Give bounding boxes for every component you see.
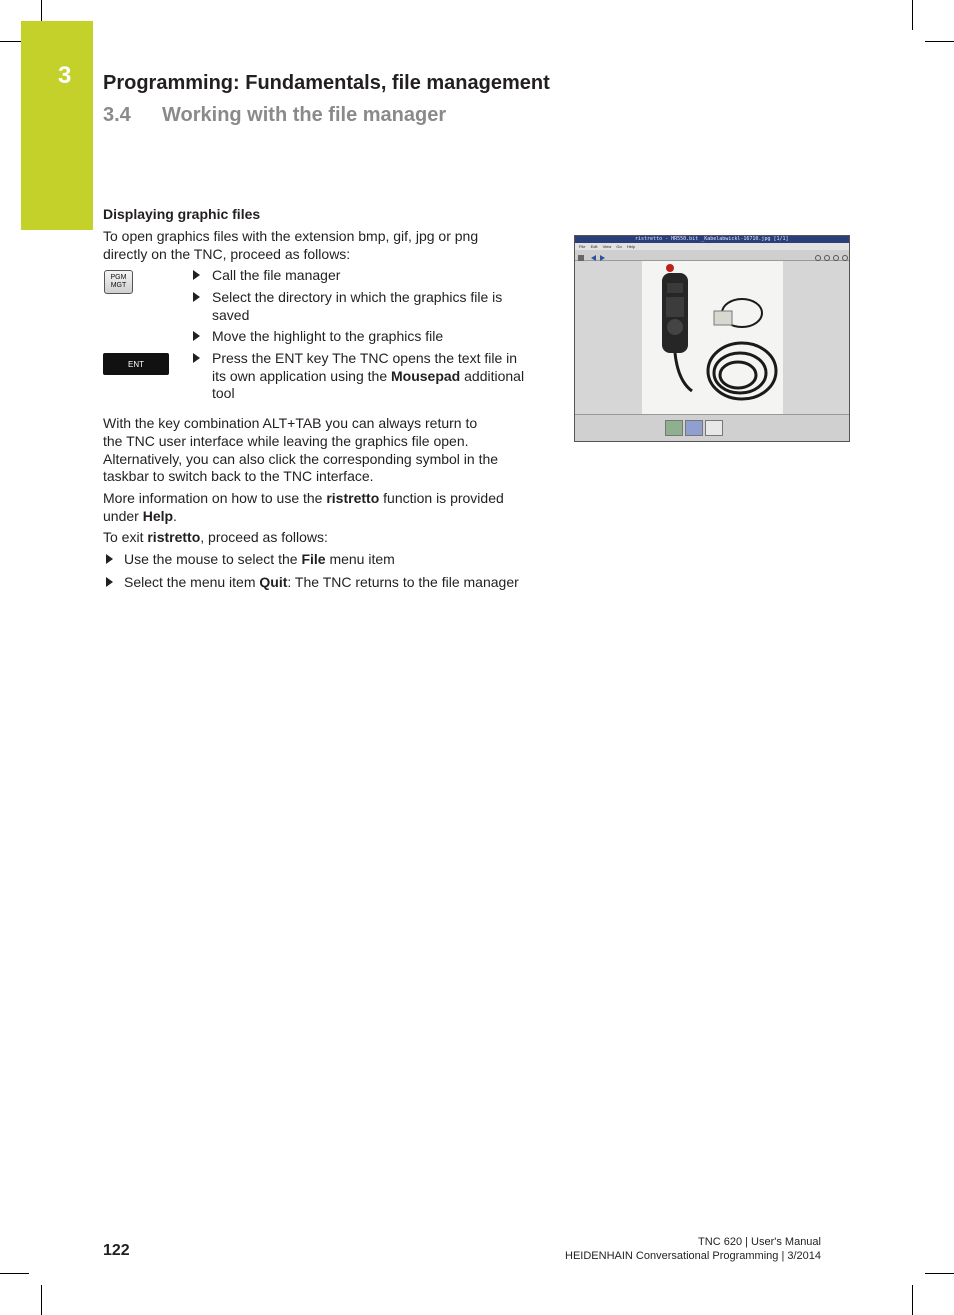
taskbar-image-icon [705,420,723,436]
handwheel-photo [642,261,783,417]
step-text: saved [212,307,250,323]
paragraph-line: the TNC user interface while leaving the graphics file open. [103,433,469,449]
key-label: ENT [128,359,144,369]
crop-mark [925,1273,954,1274]
pgm-mgt-key-icon [104,270,133,294]
step-text: Press the ENT key The TNC opens the text file in [212,350,518,366]
menu-go: Go [616,244,622,249]
chapter-tab [21,21,93,230]
footer-line: TNC 620 | User's Manual [698,1236,821,1248]
screenshot-toolbar [575,250,849,261]
paragraph-line: taskbar to switch back to the TNC interface. [103,468,374,484]
footer-info [565,1235,821,1263]
step-text: Select the directory in which the graphics file is [212,289,503,305]
bullet-arrow-icon [193,270,200,280]
paragraph-line: To exit ristretto, proceed as follows: [103,529,328,545]
paragraph-line: Alternatively, you can also click the corresponding symbol in the [103,451,499,467]
section-heading: Displaying graphic files [103,206,261,222]
paragraph-line: under Help. [103,508,177,524]
bullet-arrow-icon [106,577,113,587]
exit-step: Use the mouse to select the File menu item [124,551,395,567]
footer-line: HEIDENHAIN Conversational Programming | 3/2014 [565,1250,821,1262]
bullet-arrow-icon [193,331,200,341]
handwheel-image [642,261,783,417]
intro-line: To open graphics files with the extension bmp, gif, jpg or png [103,228,479,244]
screenshot-title-text: ristretto - HR550.bit _Kabelabwickl-16710.jpg [1/1] [635,236,789,242]
page-number: 122 [103,1242,130,1259]
screenshot-menu-bar [575,243,849,250]
ent-key-icon [103,353,169,375]
crop-mark [0,41,21,42]
crop-mark [41,1285,42,1315]
paragraph-line: With the key combination ALT+TAB you can always return to [103,415,478,431]
step-text: Move the highlight to the graphics file [212,328,444,344]
paragraph-line: More information on how to use the ristretto function is provided [103,490,504,506]
key-label: PGM [110,274,127,281]
step-text: its own application using the Mousepad additional [212,368,525,384]
menu-edit: Edit [590,244,598,249]
crop-mark [912,1285,913,1315]
menu-view: View [602,244,612,249]
menu-file: File [579,244,586,249]
ristretto-screenshot [574,235,850,442]
bullet-arrow-icon [106,554,113,564]
chapter-number: 3 [58,62,72,89]
bullet-arrow-icon [193,292,200,302]
crop-mark [0,1273,29,1274]
step-text: Call the file manager [212,267,341,283]
intro-line: directly on the TNC, proceed as follows: [103,246,351,262]
chapter-title: Programming: Fundamentals, file management [103,72,550,94]
exit-step: Select the menu item Quit: The TNC returns to the file manager [124,574,519,590]
crop-mark [912,0,913,30]
crop-mark [925,41,954,42]
screenshot-taskbar [575,414,849,441]
taskbar-tnc-icon [665,420,683,436]
bullet-arrow-icon [193,353,200,363]
section-number: 3.4 [103,104,131,126]
screenshot-title-bar [575,236,849,243]
step-text: tool [212,385,235,401]
menu-help: Help [626,244,636,249]
crop-mark [41,0,42,21]
section-title: Working with the file manager [162,104,447,126]
key-label: MGT [110,282,127,289]
taskbar-mousepad-icon [685,420,703,436]
